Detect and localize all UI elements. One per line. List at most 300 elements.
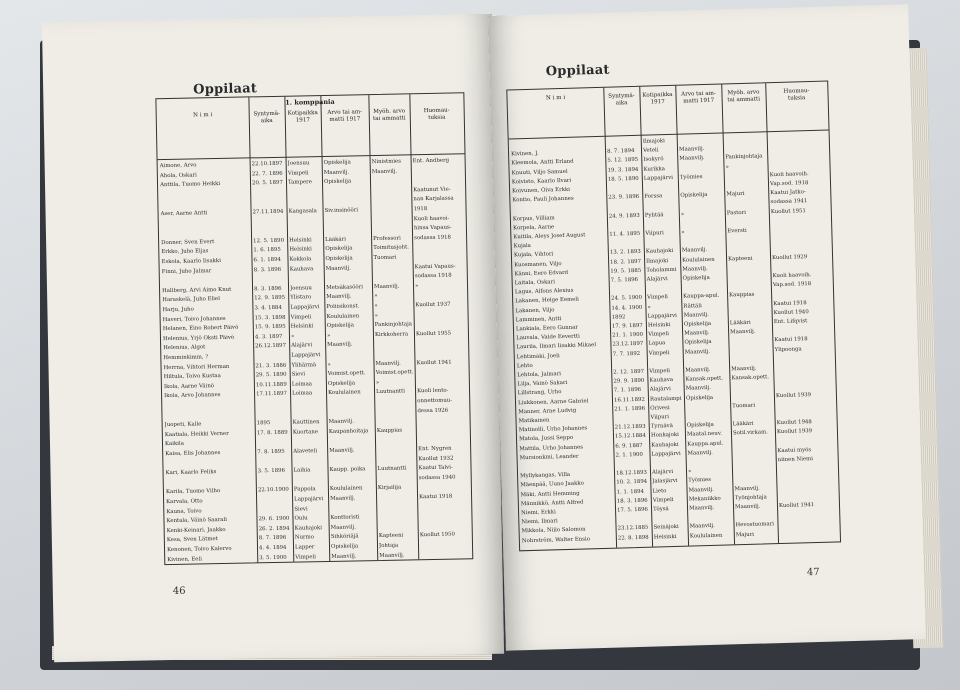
table-cell: Ahola, Oskari [159, 172, 197, 179]
table-cell: 8. 7. 1896 [258, 535, 287, 542]
table-cell [324, 188, 369, 189]
table-cell: Kurikka [643, 165, 666, 173]
table-cell: Kuosmanen, Viljo [514, 260, 562, 268]
table-cell: hinsa Vapaus- [413, 224, 452, 232]
table-cell: Maanvilj. [323, 169, 350, 176]
table-cell: Laitala, Oskari [514, 279, 555, 287]
table-cell [416, 340, 467, 341]
table-cell [775, 363, 834, 365]
column-header: Myöh. arvo tai ammatti [727, 89, 761, 103]
table-cell: Viipuri [650, 414, 670, 421]
table-cell: Pastori [726, 209, 746, 216]
table-cell: Matikainen [518, 417, 550, 425]
table-cell: Nurmo [294, 534, 315, 542]
table-cell: » [374, 302, 378, 310]
table-row [159, 224, 466, 230]
table-cell: sodassa 1918 [414, 234, 452, 242]
table-cell: Lappajärvi [290, 304, 320, 311]
table-cell: Korpus, Villiam [512, 214, 555, 222]
table-cell: Opiskelija [326, 322, 354, 330]
table-cell: Maanvilj. [683, 311, 710, 319]
table-cell: Kuoli haavoih. [772, 272, 812, 280]
table-cell: Erkko, Juho Eljas [161, 248, 209, 256]
table-cell [513, 204, 606, 207]
table-row [159, 234, 466, 246]
table-cell: 21.12.1893 [614, 423, 646, 431]
table-cell [417, 378, 468, 379]
table-cell: Hevostuomari [735, 521, 775, 529]
table-cell: Isokyrö [643, 156, 664, 164]
table-cell: nan Karjalassa [413, 195, 454, 203]
table-cell: Helsinki [647, 322, 671, 329]
table-cell: Haveri, Toivo Johannes [162, 315, 226, 323]
table-cell [769, 161, 828, 163]
table-cell: » [681, 229, 685, 236]
table-cell: Lillstrang, Urho [517, 389, 562, 397]
table-cell: Eskola, Kaarlo Iisakki [161, 257, 221, 266]
table-cell: Helenius, Algot [163, 344, 206, 352]
table-cell [160, 200, 249, 202]
table-cell: Alajärvi [291, 342, 313, 350]
table-cell [289, 227, 322, 228]
table-cell: onnettomuu- [417, 397, 453, 405]
table-cell: Lehto [516, 362, 533, 370]
table-cell: » [290, 333, 295, 340]
table-cell: sodassa 1940 [418, 474, 456, 482]
table-cell [609, 222, 642, 223]
table-cell: Kuoli haavoih. [769, 170, 809, 178]
table-row [158, 196, 465, 202]
table-cell [653, 515, 686, 516]
table-cell [772, 244, 831, 246]
table-cell: Maanvilj. [731, 365, 757, 373]
table-cell [377, 446, 415, 447]
table-cell: 21. 3. 1886 [255, 362, 287, 369]
table-cell: Kaatui 1918 [419, 493, 453, 501]
table-cell [328, 399, 373, 400]
table-cell [377, 437, 415, 438]
table-cell: Lääkäri [729, 319, 751, 327]
table-cell: Kaatunut Vie- [413, 186, 451, 194]
table-cell: Kaupp. poika [329, 466, 366, 474]
table-cell [256, 410, 289, 411]
table-cell: Vap.sod. 1918 [772, 281, 812, 289]
table-cell: Vimpeli [295, 553, 317, 561]
table-cell: 29. 5. 1890 [255, 371, 287, 379]
table-cell: niinen Niemi [777, 456, 814, 464]
table-cell [728, 264, 769, 265]
column-header: Syntymä- aika [253, 110, 281, 124]
table-cell [255, 353, 288, 354]
table-cell: Kivinen, Eeli [167, 556, 202, 563]
table-cell: Opiskelija [680, 192, 708, 199]
table-cell: Ilmajoki [642, 138, 665, 145]
table-cell: Helsinki [290, 323, 314, 330]
table-cell [258, 506, 291, 507]
table-cell [420, 551, 471, 552]
table-cell: Maanvilj. [373, 283, 400, 290]
table-cell [777, 437, 836, 439]
table-cell: Lagus, Alfons Alexius [514, 287, 574, 296]
table-cell: Helenius, Yrjö Oksti Päivö [162, 334, 235, 342]
table-cell: Lakanen, Helge Eemeli [515, 296, 579, 305]
table-cell [414, 244, 465, 245]
table-cell: Kauppias [729, 292, 755, 299]
table-cell: Kansak.opett. [685, 375, 724, 383]
table-cell [607, 139, 640, 140]
table-cell [683, 284, 726, 285]
table-cell: Nohrström, Walter Ensio [521, 535, 591, 544]
table-cell: 6. 1. 1894 [253, 256, 281, 264]
table-cell: 26. 2. 1894 [258, 525, 290, 533]
table-cell [420, 522, 471, 523]
table-cell: 10.11.1889 [255, 381, 287, 389]
table-cell: 13. 2. 1893 [609, 249, 641, 257]
table-cell: Opiskelija [323, 178, 352, 186]
table-cell: Maanvilj. [684, 330, 710, 337]
table-cell [617, 516, 650, 517]
table-cell: Koululainen [682, 256, 715, 264]
table-cell: Kleemola, Antti Erland [511, 159, 574, 167]
table-cell: Opiskelija [330, 543, 359, 550]
table-cell: Kivinen, J. [511, 150, 539, 158]
table-cell: Opiskelija [323, 159, 351, 166]
table-cell [682, 238, 725, 239]
table-cell [769, 134, 828, 136]
table-cell [166, 478, 255, 480]
table-cell: Kaatiala, Heikki Verner [164, 430, 229, 438]
table-cell: 15. 3. 1898 [254, 314, 286, 321]
table-cell [372, 178, 410, 179]
table-cell: Kuollut 1939 [775, 391, 812, 399]
table-cell [324, 198, 369, 199]
table-cell [779, 511, 838, 513]
table-cell: » [680, 211, 685, 218]
page-title: Oppilaat [193, 81, 258, 98]
table-cell: Maanvilj. [679, 155, 705, 163]
table-cell [372, 187, 410, 188]
table-cell: Kujala, Vihtori [513, 251, 554, 259]
table-cell [728, 246, 769, 247]
table-cell: Maanvilj. [330, 524, 357, 531]
table-cell: Loimaa [292, 390, 313, 398]
table-cell: Kentala, Väinö Saarali [166, 517, 227, 525]
right-page [488, 4, 926, 650]
table-cell [769, 143, 828, 145]
table-cell: Kaatui 1918 [773, 299, 807, 307]
table-row [162, 407, 469, 413]
table-cell: Lappajärvi [291, 352, 321, 359]
table-cell [734, 457, 775, 458]
table-cell [418, 426, 469, 427]
table-cell: Kånni, Eero Edvard [514, 269, 569, 278]
table-cell [292, 410, 325, 411]
table-cell: Anttila, Tuomo Heikki [159, 181, 221, 189]
table-cell: Kuoli haavoi- [413, 215, 450, 222]
table-cell: Korpela, Aarne [513, 224, 555, 232]
table-cell: Maanvilj. [688, 504, 715, 512]
table-cell [164, 411, 253, 413]
table-cell: » [326, 332, 331, 339]
table-cell [772, 262, 831, 264]
table-cell: Kuitila, Aleys Josef August [513, 232, 586, 241]
table-cell: Maanvilj. [730, 328, 756, 336]
table-cell: Maanvilj. [327, 341, 353, 349]
table-cell: Kuoli lento- [416, 388, 449, 395]
column-header: N i m i [545, 94, 566, 102]
table-cell: Mattila, Urho Johannes [519, 444, 584, 452]
table-cell [253, 218, 286, 219]
table-cell [733, 439, 774, 440]
table-cell: Työmies [688, 477, 712, 484]
table-cell [726, 172, 767, 173]
table-cell: Metsäkasööri [325, 284, 364, 291]
table-cell: Sievi [294, 505, 308, 513]
table-cell: 7. 5. 1896 [610, 276, 639, 284]
table-cell: 22. 7. 1896 [251, 170, 283, 177]
table-cell: Rättäli [683, 302, 702, 310]
table-cell: Alaveteli [293, 448, 318, 455]
table-cell: Liukkonen, Aarne Gabriel [517, 397, 589, 406]
table-cell: Kirkkoherra [374, 331, 409, 338]
table-cell [252, 190, 285, 191]
table-cell: Pyhtää [644, 211, 664, 219]
table-cell: Donner, Sven Evert [161, 238, 215, 246]
table-cell: Koululainen [328, 389, 361, 397]
table-cell: 8. 7. 1894 [606, 148, 635, 155]
column-header: Arvo tai am- matti 1917 [681, 90, 716, 105]
table-cell: Kauttinen [292, 419, 320, 426]
table-cell: 15.12.1884 [614, 433, 646, 441]
table-cell: 3. 5. 1900 [259, 554, 287, 561]
table-cell [734, 466, 775, 467]
table-cell: Lauvala, Valde Eevertti [516, 333, 580, 342]
table-cell: Lääkäri [325, 236, 346, 243]
table-cell: Sievi [291, 371, 306, 378]
table-cell [774, 327, 833, 329]
table-cell: Kauhajoki [651, 441, 679, 449]
table-cell [776, 382, 835, 384]
table-cell: 23.12.1897 [612, 341, 644, 349]
table-cell: » [327, 361, 331, 368]
table-cell: Lakanen, Viljo [515, 306, 555, 314]
column-header: Huomau- tuksia [423, 107, 450, 121]
table-cell: Kuollut 1940 [773, 308, 809, 316]
table-cell: Lappajärvi [294, 496, 324, 503]
table-cell: Ylihärmä [291, 361, 317, 369]
table-cell: Voimist.opett. [327, 370, 366, 378]
table-cell: Alajärvi [649, 386, 671, 394]
table-cell: 17.11.1897 [256, 391, 288, 398]
table-cell: Opiskelija [682, 274, 710, 282]
table-cell: Kesa, Sven Lätmet [166, 536, 218, 544]
column-header: Arvo tai am- matti 1917 [327, 109, 363, 123]
table-cell [647, 285, 680, 286]
table-cell [725, 135, 766, 136]
table-cell [613, 360, 646, 361]
table-cell: 7. 7. 1892 [612, 350, 641, 358]
table-cell: 26.12.1897 [255, 343, 287, 350]
table-cell: Maanvilj. [689, 523, 715, 530]
table-cell: Kangasala [288, 208, 317, 215]
table-cell: Loimaa [291, 381, 313, 388]
table-row [164, 464, 471, 477]
table-cell [326, 274, 371, 275]
column-header: Myöh. arvo tai ammatti [372, 108, 406, 122]
table-cell: sodassa 1941 [770, 198, 808, 206]
table-cell: 3. 5. 1896 [257, 467, 286, 475]
table-row [159, 205, 466, 218]
table-cell: Orivesi [650, 404, 670, 412]
table-cell: Honkajoki [650, 432, 679, 439]
table-cell [419, 512, 470, 513]
table-cell: Kuollut 1951 [770, 207, 807, 215]
table-cell: Maanvilj. [329, 447, 355, 454]
table-cell: Mäenpää, Uuno Jaakko [520, 480, 584, 489]
table-cell: Ylipoonga [774, 345, 802, 353]
table-cell [732, 393, 773, 394]
table-cell [379, 523, 417, 524]
table-cell [644, 184, 677, 185]
table-row [518, 465, 838, 480]
table-cell: 23.12.1885 [617, 525, 649, 532]
table-cell [645, 202, 678, 203]
table-cell: Opiskelija [686, 422, 714, 429]
table-cell [608, 185, 641, 186]
table-cell [378, 494, 416, 495]
table-cell: Jalasjärvi [652, 478, 678, 485]
table-cell [419, 484, 470, 485]
table-cell: Pappola [293, 486, 316, 494]
table-cell [377, 417, 415, 418]
table-cell: Siv.insinööri [324, 207, 359, 214]
table-cell: Opiskelija [685, 394, 714, 402]
table-cell: Alajärvi [651, 469, 674, 476]
table-cell: 1895 [256, 420, 271, 427]
table-cell [680, 182, 723, 183]
table-cell [288, 189, 321, 190]
table-cell: Helsinki [289, 237, 312, 244]
table-cell: 1918 [413, 206, 428, 213]
table-cell: Vimpeli [647, 294, 668, 302]
column-header: Kotipaikka 1917 [287, 110, 318, 124]
table-cell [376, 398, 414, 399]
table-cell: Maanvilj. [685, 366, 711, 374]
table-cell [325, 226, 370, 227]
table-cell: Opiskelija [684, 339, 712, 347]
table-cell: Lappajärvi [647, 312, 677, 320]
table-cell [610, 240, 643, 241]
table-cell [731, 347, 772, 348]
table-cell: 22. 8. 1898 [617, 534, 649, 542]
table-cell: Majuri [735, 531, 755, 538]
table-cell: Lappajärvi [643, 174, 674, 182]
table-cell: Kenki-Keinari, Jaakko [166, 526, 226, 534]
table-cell: 18. 5. 1890 [607, 175, 639, 183]
students-table [506, 81, 841, 552]
table-cell [735, 512, 776, 513]
table-cell [649, 359, 682, 360]
table-cell: Kapteeni [728, 255, 753, 262]
table-cell: Luutnantti [377, 465, 407, 473]
table-cell [293, 438, 326, 439]
table-cell: Kuollut 1929 [771, 253, 808, 261]
table-cell: Kauhava [649, 377, 674, 384]
table-cell: 6. 9. 1887 [615, 442, 643, 450]
table-cell: Lieto [652, 487, 667, 495]
table-cell [258, 477, 291, 478]
table-cell [254, 276, 287, 277]
table-cell: Lehtimäki, Joeli [516, 352, 560, 360]
table-cell: Aser, Aarne Antti [160, 210, 208, 218]
table-cell: Laurila, Ilmari Iisakki Mikael [516, 342, 597, 351]
table-cell [161, 229, 250, 231]
table-cell: Kaikila [164, 441, 184, 448]
table-cell: Herrna, Vihtori Herman [163, 363, 230, 371]
table-cell: Kontio, Pauli Johannes [512, 195, 574, 204]
table-cell [726, 181, 767, 182]
table-cell: 1. 6. 1895 [253, 247, 281, 254]
table-cell: Lappajärvi [651, 450, 681, 458]
table-cell: Finni, Juho Jalmar [161, 267, 212, 275]
table-cell [373, 216, 411, 217]
table-cell: Rautalampi [649, 395, 682, 403]
table-cell [776, 400, 835, 402]
table-cell: Kuollut 1941 [778, 502, 815, 510]
table-cell [688, 458, 731, 459]
table-cell [414, 253, 465, 254]
company-heading: 1. komppania [285, 97, 335, 107]
table-cell: Ent. Andberg [412, 157, 450, 165]
table-cell [372, 197, 410, 198]
table-cell: 17. 9. 1897 [611, 322, 643, 330]
table-cell [294, 477, 327, 478]
table-cell [293, 458, 326, 459]
table-cell [725, 144, 766, 145]
column-header: Huomau- tuksia [783, 88, 810, 102]
table-cell: 18. 2. 1897 [610, 258, 642, 266]
table-cell: Alajärvi [646, 276, 668, 283]
table-cell [731, 356, 772, 357]
table-cell [289, 218, 322, 219]
table-cell: 3. 4. 1884 [254, 304, 282, 312]
table-cell: Oulu [294, 515, 308, 522]
table-cell [730, 310, 771, 311]
table-cell [645, 221, 678, 222]
table-cell [611, 286, 644, 287]
table-cell: 5. 12. 1895 [607, 157, 639, 165]
table-cell: Tuomari [732, 402, 756, 410]
table-cell: Lilja, Väinö Sakari [517, 380, 568, 388]
table-cell: 14. 4. 1900 [611, 304, 643, 312]
table-cell: Ent. Nygren [418, 445, 452, 453]
table-cell: Kaatui 1918 [774, 336, 808, 344]
table-cell: Lapper [294, 544, 315, 551]
table-cell: Kuollut 1937 [415, 301, 451, 309]
table-cell: Vimpeli [290, 313, 312, 321]
table-cell: 29. 9. 1890 [613, 377, 645, 385]
table-cell: Kuollut 1932 [418, 455, 454, 462]
table-cell: Maanvilj. [734, 485, 760, 492]
table-cell: Maanvilj. [687, 449, 713, 457]
table-cell: Koivunen, Oiva Erkki [512, 186, 571, 195]
table-cell: Sotil.virkam. [732, 429, 768, 437]
table-header [156, 93, 464, 160]
table-cell: 18. 3. 1896 [616, 497, 648, 505]
table-cell [330, 476, 375, 477]
table-cell: Hemminkimm, ? [163, 354, 209, 362]
table-cell: » [374, 293, 378, 300]
